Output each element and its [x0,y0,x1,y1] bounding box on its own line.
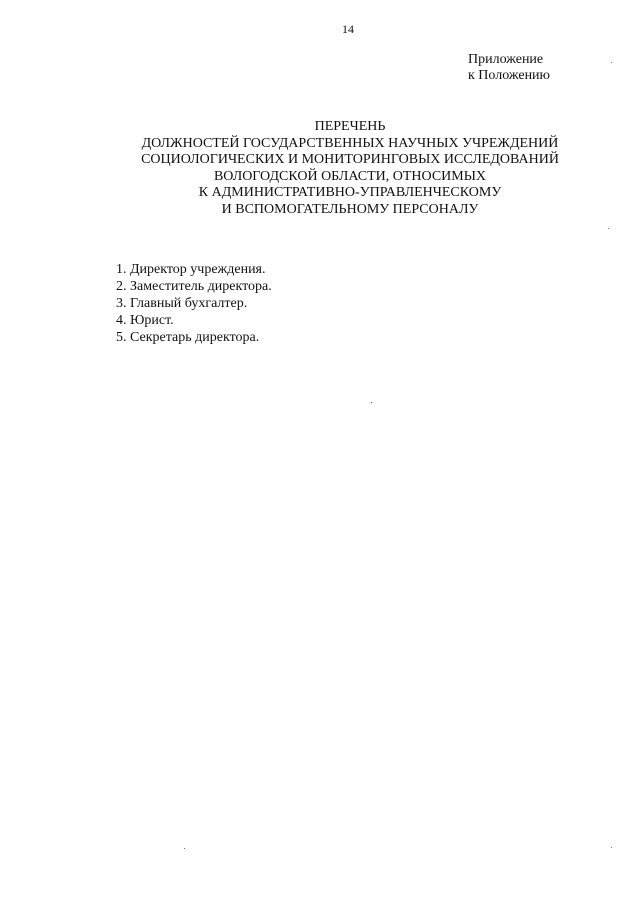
scan-speck [184,848,185,849]
list-item: 3. Главный бухгалтер. [116,296,248,311]
scan-speck [371,402,372,403]
scan-speck [611,847,612,848]
title-line: ВОЛОГОДСКОЙ ОБЛАСТИ, ОТНОСИМЫХ [213,168,487,184]
title-line: СОЦИОЛОГИЧЕСКИХ И МОНИТОРИНГОВЫХ ИССЛЕДОВАНИЙ [141,152,559,167]
appendix-note [468,52,550,84]
document-title [80,119,620,218]
list-item: 5. Секретарь директора. [116,330,260,345]
title-line: ДОЛЖНОСТЕЙ ГОСУДАРСТВЕННЫХ НАУЧНЫХ УЧРЕЖДЕНИЙ [141,135,559,151]
appendix-line-2: к Положению [468,68,551,83]
positions-list [116,261,272,346]
page-number: 14 [342,22,354,36]
list-item: 1. Директор учреждения. [116,262,266,277]
list-item: 2. Заместитель директора. [116,279,272,294]
appendix-line-1: Приложение [468,52,544,67]
scan-speck [608,228,609,229]
scan-speck [611,62,612,63]
list-item: 4. Юрист. [116,313,174,328]
title-line: И ВСПОМОГАТЕЛЬНОМУ ПЕРСОНАЛУ [221,201,479,217]
title-line: ПЕРЕЧЕНЬ [314,119,386,134]
title-line: К АДМИНИСТРАТИВНО-УПРАВЛЕНЧЕСКОМУ [198,185,502,200]
